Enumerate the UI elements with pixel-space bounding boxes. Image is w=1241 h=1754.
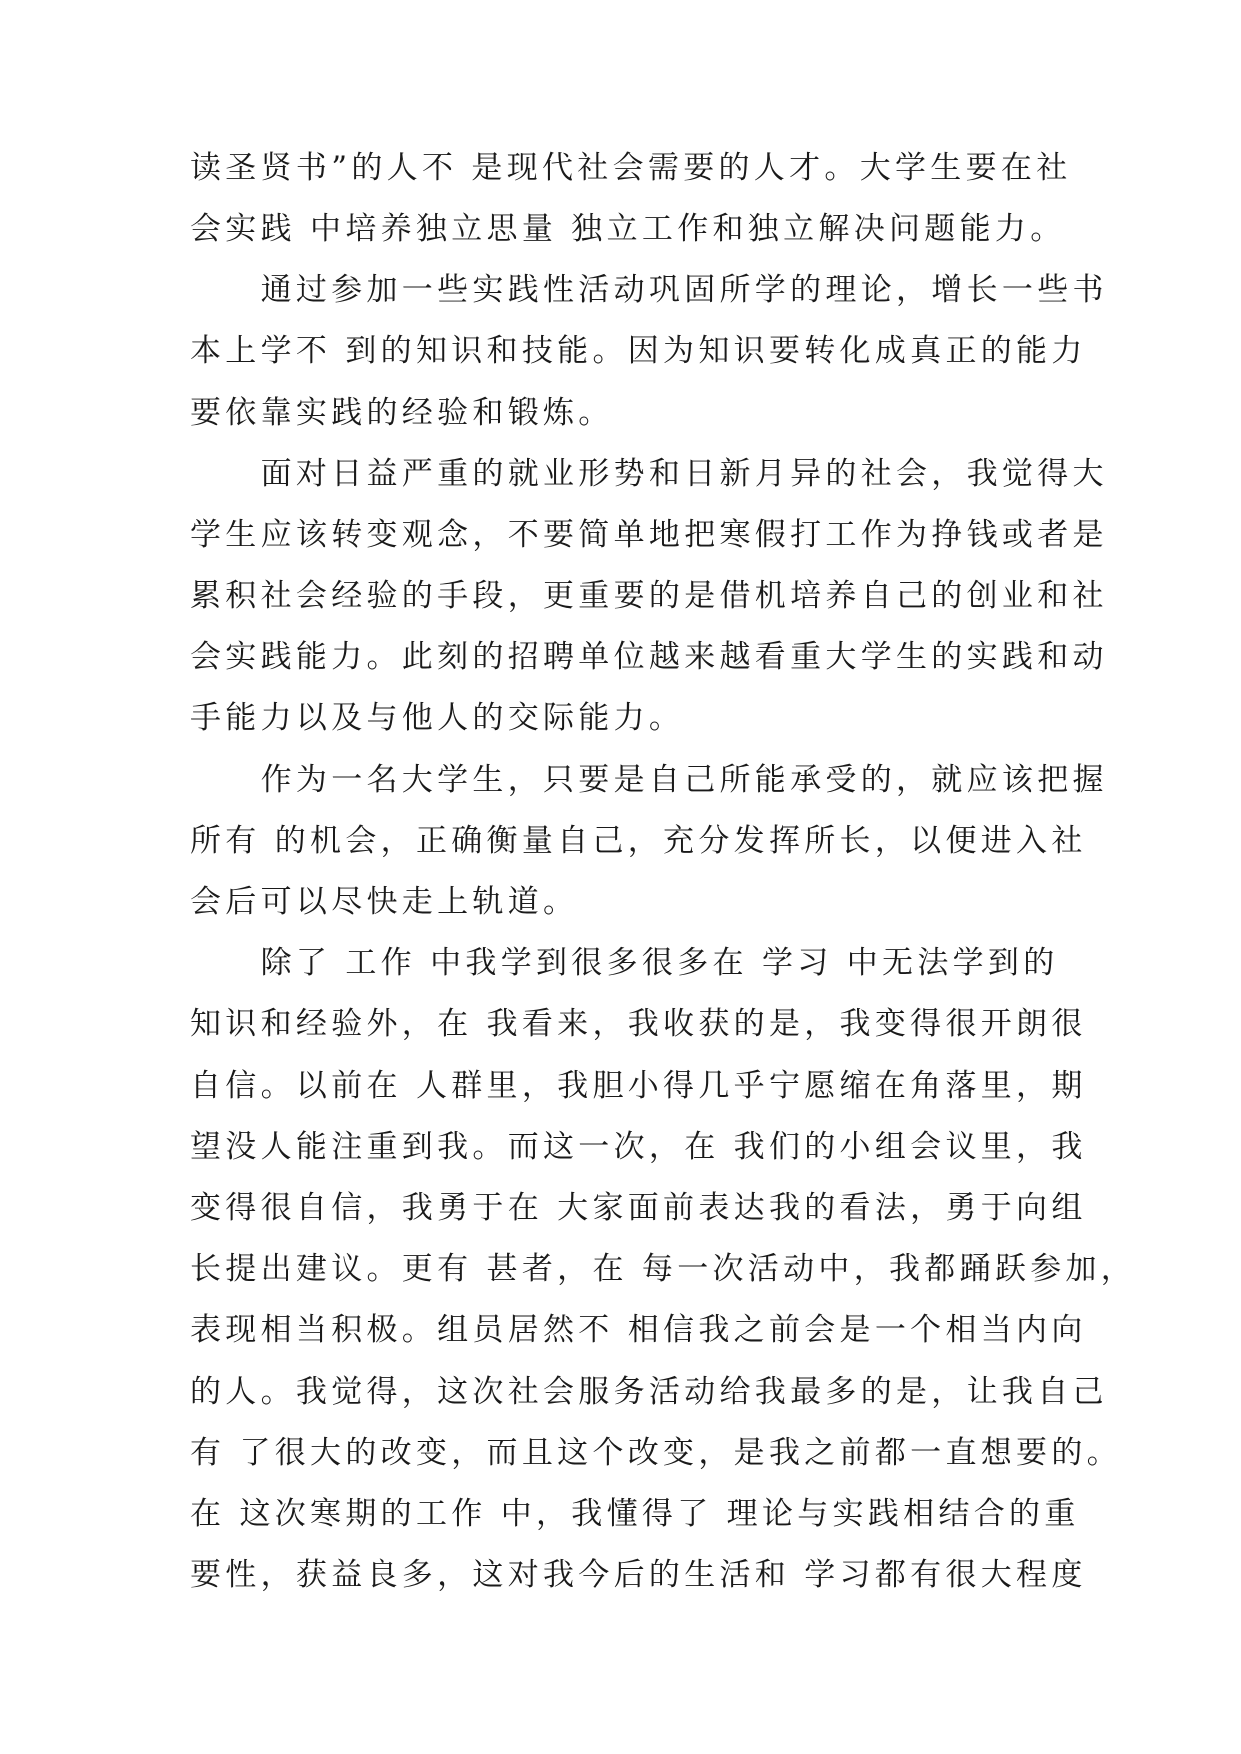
text-line-18: 变得很自信，我勇于在 大家面前表达我的看法，勇于向组 bbox=[190, 1190, 1087, 1226]
text-line-12: 所有 的机会，正确衡量自己，充分发挥所长，以便进入社 bbox=[190, 823, 1087, 859]
text-line-2: 会实践 中培养独立思量 独立工作和独立解决问题能力。 bbox=[190, 211, 1066, 247]
text-line-13: 会后可以尽快走上轨道。 bbox=[190, 884, 579, 920]
text-line-23: 在 这次寒期的工作 中，我懂得了 理论与实践相结合的重 bbox=[190, 1496, 1080, 1532]
text-line-4: 本上学不 到的知识和技能。因为知识要转化成真正的能力 bbox=[190, 333, 1087, 369]
text-line-17: 望没人能注重到我。而这一次，在 我们的小组会议里，我 bbox=[190, 1129, 1087, 1165]
text-line-6: 面对日益严重的就业形势和日新月异的社会，我觉得大 bbox=[190, 456, 1108, 492]
text-line-16: 自信。以前在 人群里，我胆小得几乎宁愿缩在角落里，期 bbox=[190, 1068, 1087, 1104]
text-line-22: 有 了很大的改变，而且这个改变，是我之前都一直想要的。 bbox=[190, 1435, 1122, 1471]
text-line-24: 要性，获益良多，这对我今后的生活和 学习都有很大程度 bbox=[190, 1557, 1087, 1593]
text-line-8: 累积社会经验的手段，更重要的是借机培养自己的创业和社 bbox=[190, 578, 1108, 614]
text-line-3: 通过参加一些实践性活动巩固所学的理论，增长一些书 bbox=[190, 272, 1108, 308]
text-line-21: 的人。我觉得，这次社会服务活动给我最多的是，让我自己 bbox=[190, 1374, 1108, 1410]
text-line-10: 手能力以及与他人的交际能力。 bbox=[190, 700, 685, 736]
text-line-20: 表现相当积极。组员居然不 相信我之前会是一个相当内向 bbox=[190, 1312, 1087, 1348]
text-line-19: 长提出建议。更有 甚者，在 每一次活动中，我都踊跃参加， bbox=[190, 1251, 1137, 1287]
text-line-7: 学生应该转变观念，不要简单地把寒假打工作为挣钱或者是 bbox=[190, 517, 1108, 553]
text-line-9: 会实践能力。此刻的招聘单位越来越看重大学生的实践和动 bbox=[190, 639, 1108, 675]
text-line-1: 读圣贤书”的人不 是现代社会需要的人才。大学生要在社 bbox=[190, 150, 1072, 186]
text-line-11: 作为一名大学生，只要是自己所能承受的，就应该把握 bbox=[190, 762, 1108, 798]
text-line-5: 要依靠实践的经验和锻炼。 bbox=[190, 395, 614, 431]
text-line-14: 除了 工作 中我学到很多很多在 学习 中无法学到的 bbox=[190, 945, 1059, 981]
text-line-15: 知识和经验外，在 我看来，我收获的是，我变得很开朗很 bbox=[190, 1006, 1087, 1042]
